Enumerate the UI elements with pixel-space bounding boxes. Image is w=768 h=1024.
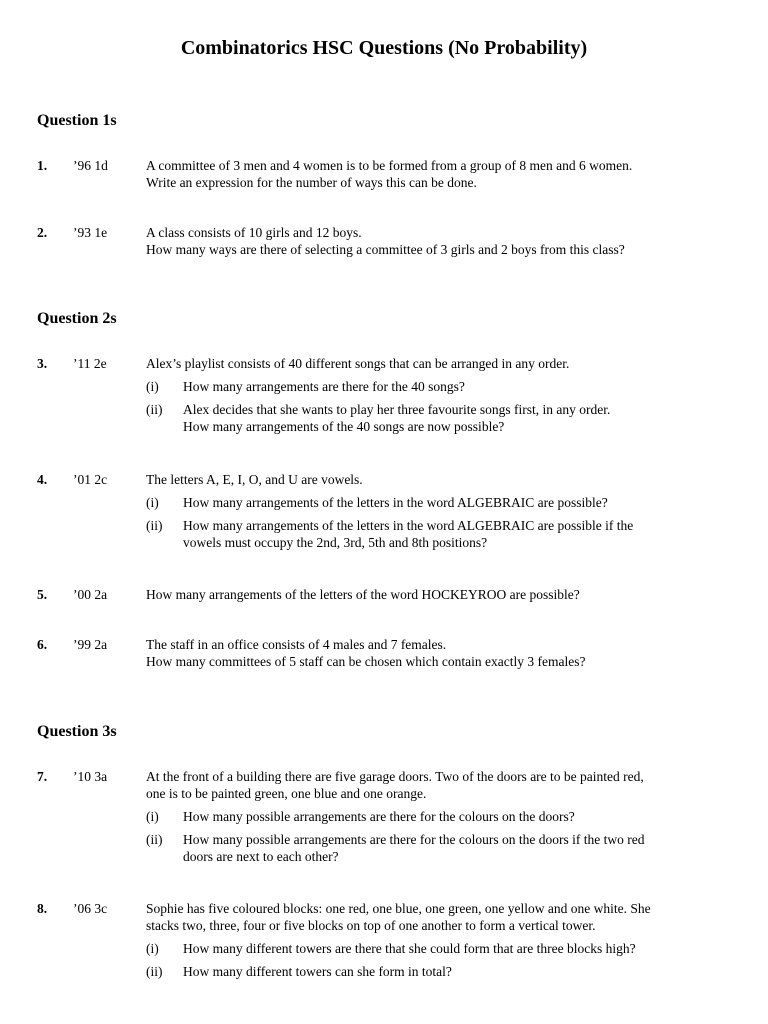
question-text [146, 768, 737, 865]
question-text [146, 900, 737, 980]
question-text [146, 157, 737, 191]
text-line: vowels must occupy the 2nd, 3rd, 5th and 8th positions? [183, 535, 488, 550]
part-label: (i) [146, 809, 159, 824]
text-line: stacks two, three, four or five blocks on top of one another to form a vertical tower. [146, 918, 596, 933]
question-number: 4. [37, 472, 48, 487]
question-text [146, 224, 737, 258]
question-4 [37, 471, 737, 557]
exam-reference: ’00 2a [73, 587, 108, 602]
text-line: How many arrangements are there for the 40 songs? [183, 379, 465, 394]
part-label: (ii) [146, 964, 163, 979]
text-line: At the front of a building there are five garage doors. Two of the doors are to be painted red, [146, 769, 644, 784]
question-text [146, 636, 737, 670]
text-line: How many different towers are there that she could form that are three blocks high? [183, 941, 636, 956]
text-line: doors are next to each other? [183, 849, 339, 864]
question-part [146, 494, 737, 511]
part-label: (ii) [146, 402, 163, 417]
question-number: 6. [37, 637, 48, 652]
text-line: A class consists of 10 girls and 12 boys. [146, 225, 362, 240]
part-label: (i) [146, 379, 159, 394]
exam-reference: ’99 2a [73, 637, 108, 652]
question-text [146, 586, 737, 603]
document-title: Combinatorics HSC Questions (No Probability) [180, 37, 588, 59]
text-line: The staff in an office consists of 4 males and 7 females. [146, 637, 447, 652]
question-part [146, 517, 737, 551]
exam-reference: ’06 3c [73, 901, 108, 916]
question-number: 8. [37, 901, 48, 916]
question-1 [37, 157, 737, 191]
question-number: 5. [37, 587, 48, 602]
text-line: Write an expression for the number of ways this can be done. [146, 175, 477, 190]
part-label: (i) [146, 495, 159, 510]
question-number: 1. [37, 158, 48, 173]
section-heading: Question 2s [37, 310, 117, 327]
text-line: A committee of 3 men and 4 women is to be formed from a group of 8 men and 6 women. [146, 158, 633, 173]
text-line: Sophie has five coloured blocks: one red, one blue, one green, one yellow and one white. She [146, 901, 651, 916]
text-line: How many committees of 5 staff can be chosen which contain exactly 3 females? [146, 654, 586, 669]
text-line: Alex’s playlist consists of 40 different songs that can be arranged in any order. [146, 356, 570, 371]
question-text [146, 355, 737, 435]
question-7 [37, 768, 737, 871]
part-label: (ii) [146, 832, 163, 847]
question-3 [37, 355, 737, 441]
exam-reference: ’01 2c [73, 472, 108, 487]
question-part [146, 378, 737, 395]
question-part [146, 831, 737, 865]
text-line: How many arrangements of the letters in the word ALGEBRAIC are possible? [183, 495, 608, 510]
text-line: How many ways are there of selecting a committee of 3 girls and 2 boys from this class? [146, 242, 625, 257]
exam-reference: ’11 2e [73, 356, 107, 371]
text-line: How many arrangements of the letters in the word ALGEBRAIC are possible if the [183, 518, 634, 533]
exam-reference: ’10 3a [73, 769, 108, 784]
section-heading: Question 1s [37, 112, 117, 129]
part-label: (ii) [146, 518, 163, 533]
part-label: (i) [146, 941, 159, 956]
question-6 [37, 636, 737, 670]
question-text [146, 471, 737, 551]
question-part [146, 940, 737, 957]
text-line: How many arrangements of the 40 songs are now possible? [183, 419, 505, 434]
question-number: 7. [37, 769, 48, 784]
text-line: Alex decides that she wants to play her three favourite songs first, in any order. [183, 402, 611, 417]
question-2 [37, 224, 737, 258]
text-line: How many different towers can she form in total? [183, 964, 452, 979]
question-number: 2. [37, 225, 48, 240]
section-heading: Question 3s [37, 723, 117, 740]
question-8 [37, 900, 737, 986]
text-line: How many arrangements of the letters of the word HOCKEYROO are possible? [146, 587, 580, 602]
question-part [146, 401, 737, 435]
exam-reference: ’93 1e [73, 225, 108, 240]
question-5 [37, 586, 737, 603]
text-line: How many possible arrangements are there for the colours on the doors if the two red [183, 832, 645, 847]
question-number: 3. [37, 356, 48, 371]
text-line: The letters A, E, I, O, and U are vowels. [146, 472, 363, 487]
exam-reference: ’96 1d [73, 158, 108, 173]
text-line: one is to be painted green, one blue and one orange. [146, 786, 427, 801]
text-line: How many possible arrangements are there for the colours on the doors? [183, 809, 575, 824]
question-part [146, 963, 737, 980]
question-part [146, 808, 737, 825]
